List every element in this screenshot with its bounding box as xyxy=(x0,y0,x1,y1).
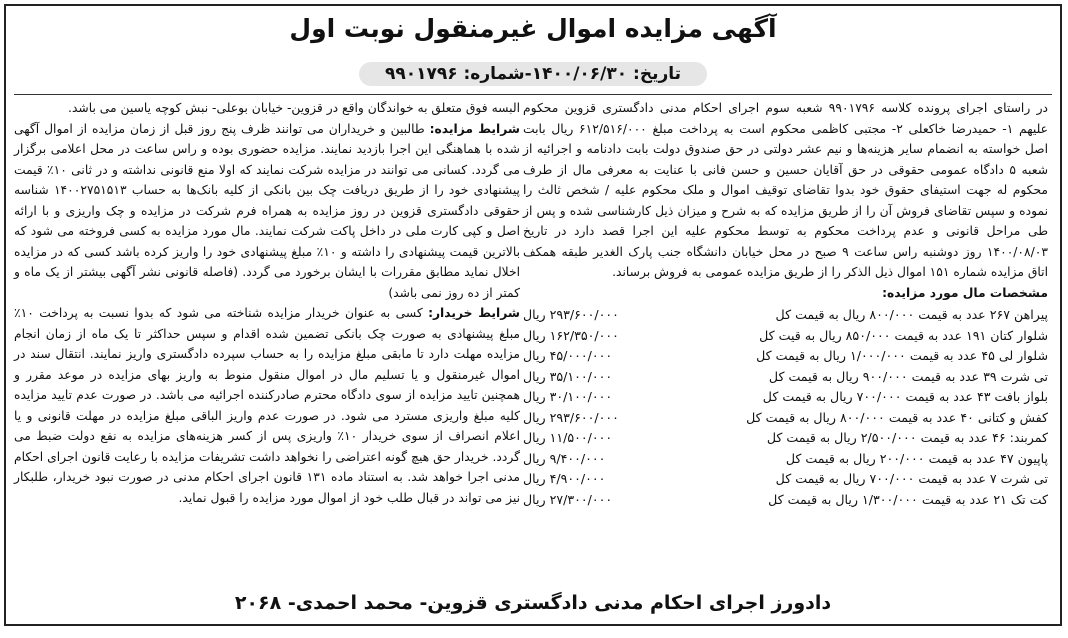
buyer-label: شرایط خریدار: xyxy=(428,306,520,320)
list-item xyxy=(523,449,1048,470)
buyer-paragraph xyxy=(14,303,520,508)
item-desc: پاپیون ۴۷ عدد به قیمت ۲۰۰/۰۰۰ ریال به قیمت کل xyxy=(785,450,1048,466)
item-total: ۲۹۳/۶۰۰/۰۰۰ ریال xyxy=(523,409,619,425)
list-item xyxy=(523,367,1048,388)
item-total: ۱۶۲/۳۵۰/۰۰۰ ریال xyxy=(523,327,619,343)
left-column xyxy=(14,98,520,508)
location-paragraph: البسه فوق متعلق به خواندگان واقع در قزوین- خیابان بوعلی- نبش کوچه یاسین می باشد. xyxy=(68,101,520,115)
item-desc: تی شرت ۷ عدد به قیمت ۷۰۰/۰۰۰ ریال به قیمت کل xyxy=(775,471,1048,486)
date-number-badge: تاریخ: ۱۴۰۰/۰۶/۳۰-شماره: ۹۹۰۱۷۹۶ xyxy=(359,62,707,86)
item-total: ۱۱/۵۰۰/۰۰۰ ریال xyxy=(523,430,613,445)
item-total: ۳۰/۱۰۰/۰۰۰ ریال xyxy=(523,389,613,404)
item-desc: تی شرت ۳۹ عدد به قیمت ۹۰۰/۰۰۰ ریال به قیمت کل xyxy=(768,368,1048,384)
list-item xyxy=(523,408,1048,429)
list-item xyxy=(523,346,1048,367)
item-desc: کمربند: ۴۶ عدد به قیمت ۲/۵۰۰/۰۰۰ ریال به قیمت کل xyxy=(766,430,1048,445)
right-column xyxy=(523,98,1048,510)
list-item xyxy=(523,469,1048,490)
item-desc: کفش و کتانی ۴۰ عدد به قیمت ۸۰۰/۰۰۰ ریال به قیمت کل xyxy=(746,409,1048,425)
item-desc: شلوار کتان ۱۹۱ عدد به قیمت ۸۵۰/۰۰۰ ریال به قیت کل xyxy=(759,327,1048,343)
item-total: ۲۷/۳۰۰/۰۰۰ ریال xyxy=(523,491,613,507)
notice-date-number xyxy=(6,62,1060,86)
list-item xyxy=(523,387,1048,408)
list-item xyxy=(523,305,1048,326)
item-desc: شلوار لی ۴۵ عدد به قیمت ۱/۰۰۰/۰۰۰ ریال به قیمت کل xyxy=(756,348,1048,363)
auction-notice xyxy=(4,4,1062,626)
header-divider xyxy=(14,94,1052,95)
item-total: ۲۹۳/۶۰۰/۰۰۰ ریال xyxy=(523,307,619,322)
signature: دادورز اجرای احکام مدنی دادگستری قزوین- محمد احمدی- ۲۰۶۸ xyxy=(234,592,832,614)
item-total: ۴/۹۰۰/۰۰۰ ریال xyxy=(523,471,606,486)
conditions-text: طالبین و خریداران می توانند ظرف پنج روز قبل از زمان مزایده از اموال آگهی شده با هماهنگی این اجرا بازدید نمایند. مزایده حضوری بوده و راس ساعت در محل اعلامی برگزار می گردد. کسانی می توانند در مزایده شرکت نمایند که اولا منع قانونی نداشته و در ثانی ۱۰٪ قیمت پیشنهادی خود را از طریق دریافت چک بین بانکی از کلیه بانک‌ها به حساب ۱۴۰۰۲۷۵۱۵۱۳ شناسه حقوقی دادگستری قزوین در روز مزایده به همراه فرم شرکت در مزایده و چک واریزی و با ارائه اصل و کپی کارت ملی در داخل پاکت شرکت نمایند. مال مورد مزایده به کسی فروخته می شود که بالاترین قیمت پیشنهادی را داشته و ۱۰٪ مبلغ پیشنهادی خود را واریز کرده باشد کسی که در مزایده اخلال نماید مطابق مقررات با ایشان برخورد می گردد. (فاصله قانونی نشر آگهی بیشتر از یک ماه و کمتر از ده روز نمی باشد) xyxy=(14,121,520,300)
list-item xyxy=(523,428,1048,449)
list-item xyxy=(523,490,1048,511)
item-total: ۹/۴۰۰/۰۰۰ ریال xyxy=(523,450,606,466)
intro-paragraph: در راستای اجرای پرونده کلاسه ۹۹۰۱۷۹۶ شعبه سوم اجرای احکام مدنی دادگستری قزوین محکوم علیهم ۱- حمیدرضا خاکعلی ۲- مجتبی کاظمی محکوم است به پرداخت مبلغ ۶۱۲/۵۱۶/۰۰۰ ریال بابت اصل خواسته به انضمام سایر هزینه‌ها و نیم عشر دولتی در حق صندوق دولت بابت دادنامه و اجرائیه از شعبه ۵ دادگاه عمومی حقوقی در حق آقایان حسین و حسن فانی با عنایت به معرفی مال از طرف محکوم له جهت استیفای حقوق خود بدوا تقاضای توقیف اموال و ملک محکوم علیه / شخص ثالث را نموده و سپس تقاضای فروش آن را از طریق مزایده که به شرح و میزان ذیل کارشناسی شده و پس از طی مراحل قانونی و عدم پرداخت محکوم به توسط محکوم علیه این اجرا قصد دارد در تاریخ ۱۴۰۰/۰۸/۰۳ روز دوشنبه راس ساعت ۹ صبح در محل خیابان دانشگاه جنب پارک الغدیر طبقه همکف اتاق مزایده شماره ۱۵۱ اموال ذیل الذکر را از طریق مزایده عمومی به فروش برساند. xyxy=(523,101,1048,279)
item-total: ۳۵/۱۰۰/۰۰۰ ریال xyxy=(523,368,613,384)
list-item xyxy=(523,326,1048,347)
conditions-label: شرایط مزایده: xyxy=(429,121,520,136)
buyer-text: کسی به عنوان خریدار مزایده شناخته می شود که بدوا نسبت به پرداخت ۱۰٪ مبلغ پیشنهادی به صورت چک بانکی تضمین شده اقدام و سپس حداکثر تا یک ماه از زمان انجام مزایده مهلت دارد تا مابقی مبلغ مزایده را به حساب سپرده دادگستری واریز نمایند. انتقال سند در اموال غیرمنقول و یا تسلیم مال در اموال منقول منوط به واریز بهای مزایده در موعد مقرر و همچنین تایید مزایده از سوی دادگاه محترم صادرکننده اجرائیه می باشد. در صورت عدم تایید مزایده کلیه مبلغ واریزی مسترد می شود. در صورت عدم واریز الباقی مبلغ مزایده در مهلت قانونی و یا اعلام انصراف از سوی خریدار ۱۰٪ واریزی پس از کسر هزینه‌های مزایده به نفع دولت ضبط می گردد. خریدار حق هیچ گونه اعتراضی را نخواهد داشت تشریفات مزایده با رعایت قانون اجرای احکام مدنی اجرا خواهد شد. به استناد ماده ۱۳۱ قانون اجرای احکام مدنی در صورت نبود خریدار، طلبکار نیز می تواند در قبال طلب خود از اموال مورد مزایده را قبول نماید. xyxy=(14,306,520,505)
item-desc: کت تک ۲۱ عدد به قیمت ۱/۳۰۰/۰۰۰ ریال به قیمت کل xyxy=(768,491,1048,507)
item-desc: پیراهن ۲۶۷ عدد به قیمت ۸۰۰/۰۰۰ ریال به قیمت کل xyxy=(775,307,1048,322)
notice-title: آگهی مزایده اموال غیرمنقول نوبت اول xyxy=(289,14,777,43)
specs-heading: مشخصات مال مورد مزایده: xyxy=(882,285,1048,300)
conditions-paragraph xyxy=(14,119,520,304)
item-total: ۴۵/۰۰۰/۰۰۰ ریال xyxy=(523,348,613,363)
item-list xyxy=(523,305,1048,510)
item-desc: بلواز بافت ۴۳ عدد به قیمت ۷۰۰/۰۰۰ ریال به قیمت کل xyxy=(762,389,1048,404)
